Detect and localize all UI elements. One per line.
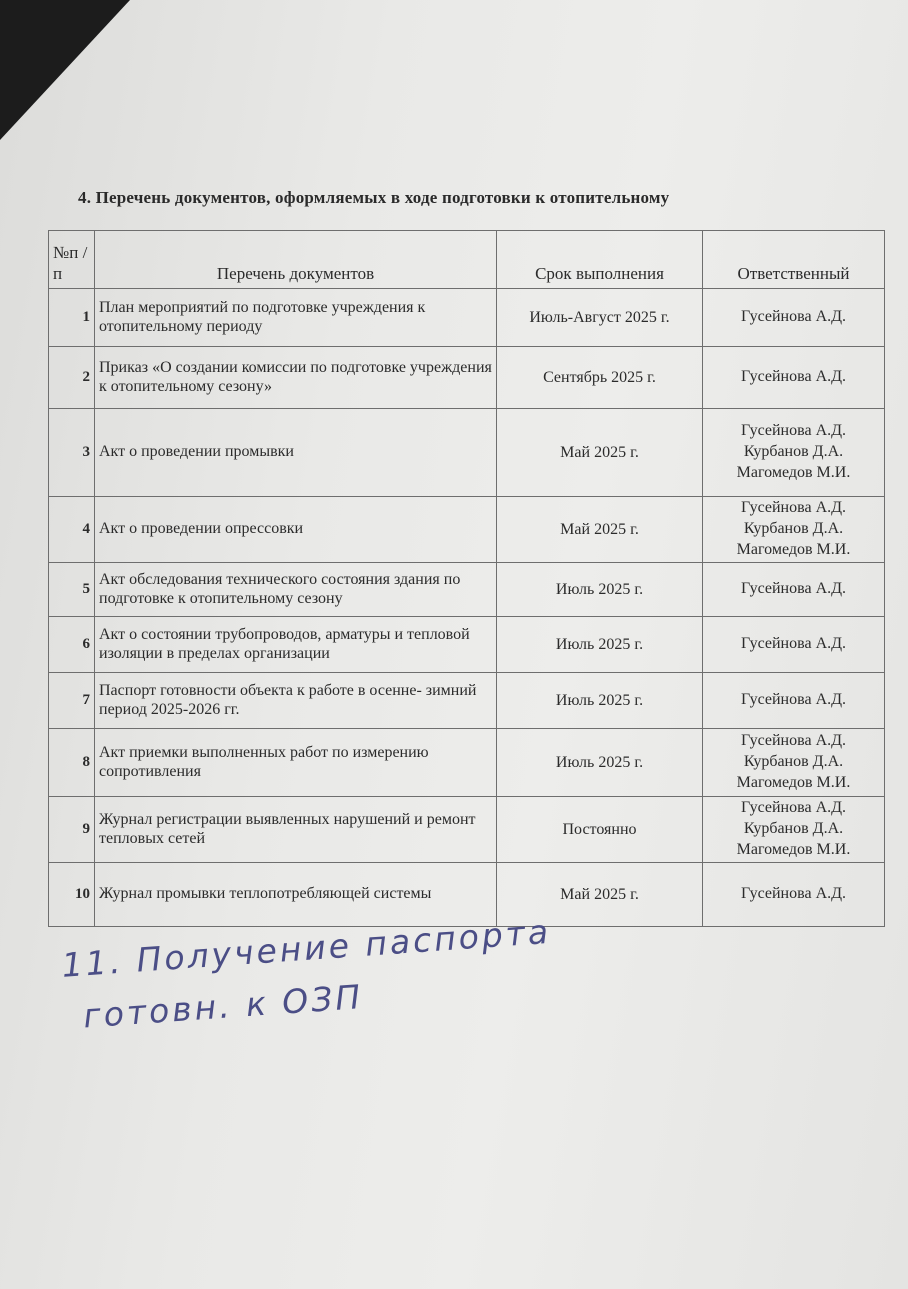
table-row <box>49 563 885 617</box>
row-number: 7 <box>49 673 95 729</box>
row-responsible <box>703 289 885 347</box>
documents-table <box>48 230 885 927</box>
row-term: Постоянно <box>497 797 703 863</box>
row-number: 3 <box>49 409 95 497</box>
responsible-person: Магомедов М.И. <box>736 840 851 858</box>
row-term: Май 2025 г. <box>497 497 703 563</box>
table-row <box>49 497 885 563</box>
row-responsible <box>703 563 885 617</box>
row-document-name: Приказ «О создании комиссии по подготовке учреждения к отопительному сезону» <box>95 347 497 409</box>
row-number: 4 <box>49 497 95 563</box>
table-row <box>49 673 885 729</box>
row-term: Июль 2025 г. <box>497 617 703 673</box>
row-number: 2 <box>49 347 95 409</box>
row-number: 5 <box>49 563 95 617</box>
row-document-name: Акт о проведении опрессовки <box>95 497 497 563</box>
row-document-name: Акт о состоянии трубопроводов, арматуры и тепловой изоляции в пределах организации <box>95 617 497 673</box>
header-name: Перечень документов <box>95 231 497 289</box>
row-responsible <box>703 617 885 673</box>
row-responsible <box>703 797 885 863</box>
responsible-person: Гусейнова А.Д. <box>740 885 847 903</box>
responsible-person: Гусейнова А.Д. <box>740 368 847 386</box>
row-responsible <box>703 673 885 729</box>
row-document-name: Журнал промывки теплопотребляющей системы <box>95 863 497 927</box>
table-header-row <box>49 231 885 289</box>
row-responsible <box>703 497 885 563</box>
table-row <box>49 409 885 497</box>
row-document-name: Акт обследования технического состояния здания по подготовке к отопительному сезону <box>95 563 497 617</box>
row-number: 8 <box>49 729 95 797</box>
table-row <box>49 797 885 863</box>
row-responsible <box>703 729 885 797</box>
header-num: №п /п <box>49 231 95 289</box>
responsible-person: Гусейнова А.Д. <box>740 732 847 750</box>
row-number: 1 <box>49 289 95 347</box>
table-row <box>49 289 885 347</box>
responsible-person: Гусейнова А.Д. <box>740 499 847 517</box>
row-number: 6 <box>49 617 95 673</box>
responsible-person: Магомедов М.И. <box>736 540 851 558</box>
row-term: Июль 2025 г. <box>497 729 703 797</box>
row-document-name: Журнал регистрации выявленных нарушений и ремонт тепловых сетей <box>95 797 497 863</box>
table-row <box>49 347 885 409</box>
row-term: Июль 2025 г. <box>497 673 703 729</box>
table-row <box>49 729 885 797</box>
row-term: Июль 2025 г. <box>497 563 703 617</box>
row-document-name: Акт о проведении промывки <box>95 409 497 497</box>
row-number: 10 <box>49 863 95 927</box>
row-responsible <box>703 347 885 409</box>
responsible-person: Курбанов Д.А. <box>743 520 844 538</box>
row-term: Май 2025 г. <box>497 863 703 927</box>
row-number: 9 <box>49 797 95 863</box>
row-document-name: Акт приемки выполненных работ по измерению сопротивления <box>95 729 497 797</box>
handwritten-note-line1: 11. Получение паспорта <box>60 911 553 985</box>
table-row <box>49 617 885 673</box>
responsible-person: Гусейнова А.Д. <box>740 691 847 709</box>
dark-corner <box>0 0 130 140</box>
responsible-person: Гусейнова А.Д. <box>740 580 847 598</box>
responsible-person: Курбанов Д.А. <box>743 443 844 461</box>
responsible-person: Гусейнова А.Д. <box>740 635 847 653</box>
row-term: Май 2025 г. <box>497 409 703 497</box>
header-term: Срок выполнения <box>497 231 703 289</box>
responsible-person: Гусейнова А.Д. <box>740 422 847 440</box>
responsible-person: Гусейнова А.Д. <box>740 799 847 817</box>
row-responsible <box>703 863 885 927</box>
row-responsible <box>703 409 885 497</box>
row-term: Июль-Август 2025 г. <box>497 289 703 347</box>
handwritten-note-line2: готовн. к ОЗП <box>82 977 365 1036</box>
responsible-person: Гусейнова А.Д. <box>740 308 847 326</box>
header-responsible: Ответственный <box>703 231 885 289</box>
responsible-person: Курбанов Д.А. <box>743 820 844 838</box>
responsible-person: Магомедов М.И. <box>736 773 851 791</box>
document-title: 4. Перечень документов, оформляемых в ходе подготовки к отопительному <box>78 188 670 207</box>
row-document-name: Паспорт готовности объекта к работе в осенне- зимний период 2025-2026 гг. <box>95 673 497 729</box>
responsible-person: Магомедов М.И. <box>736 463 851 481</box>
row-term: Сентябрь 2025 г. <box>497 347 703 409</box>
responsible-person: Курбанов Д.А. <box>743 753 844 771</box>
row-document-name: План мероприятий по подготовке учреждения к отопительному периоду <box>95 289 497 347</box>
